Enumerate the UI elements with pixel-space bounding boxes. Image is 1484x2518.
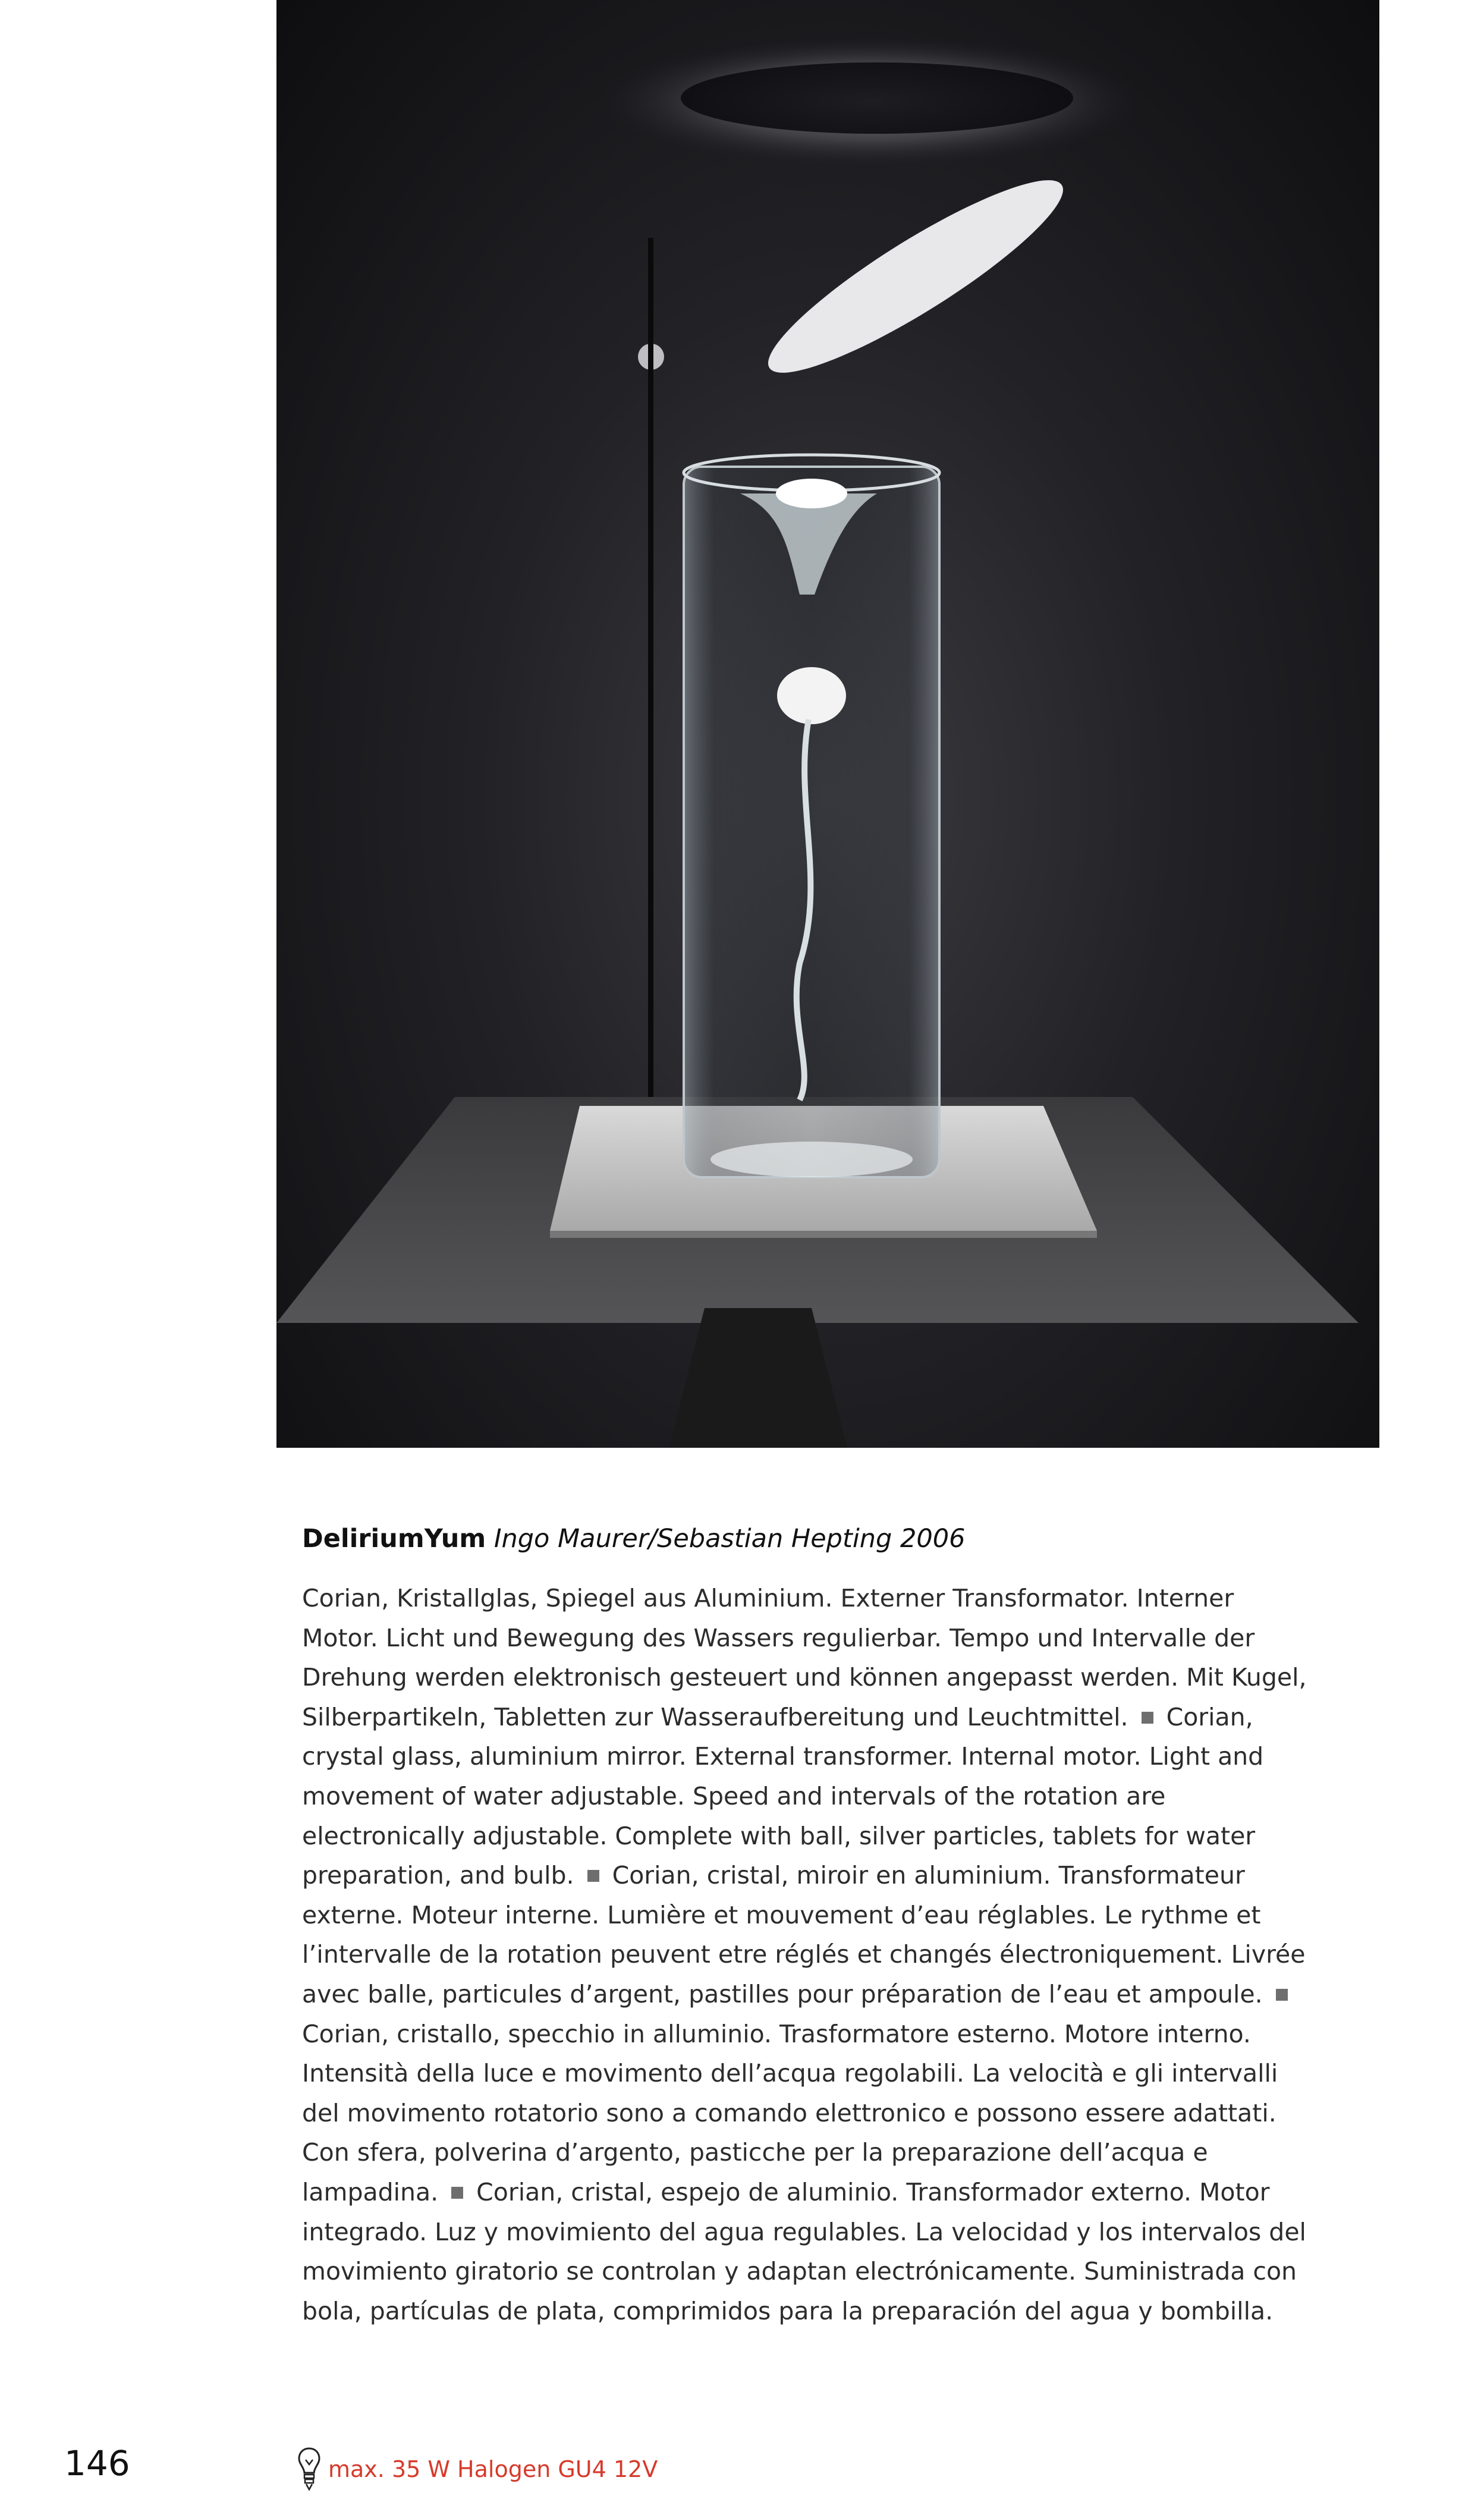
separator-square-icon	[1142, 1712, 1153, 1724]
description-de: Corian, Kristallglas, Spiegel aus Aluminium. Externer Transformator. Interner Motor. Licht und Bewegung des Wassers regulierbar. Tempo und Intervalle der Drehung werden elektronisch gesteuert und können angepasst werden. Mit Kugel, Silberpartikeln, Tabletten zur Wasseraufbereitung und Leuchtmittel.	[302, 1584, 1307, 1731]
description-it: Corian, cristallo, specchio in alluminio. Trasformatore esterno. Motore interno. Intensità della luce e movimento dell’acqua regolabili. La velocità e gli intervalli del movimento rotatorio sono a comando elettronico e possono essere adattati. Con sfera, polverina d’argento, pasticche per la preparazione dell’acqua e lampadina.	[302, 2019, 1278, 2206]
separator-square-icon	[1276, 1989, 1288, 2001]
product-description	[302, 1579, 1313, 2331]
separator-square-icon	[587, 1870, 599, 1882]
separator-square-icon	[451, 2187, 463, 2199]
product-caption	[302, 1519, 1313, 1558]
description-es: Corian, cristal, espejo de aluminio. Transformador externo. Motor integrado. Luz y movimiento del agua regulables. La velocidad y los intervalos del movimiento giratorio se controlan y adaptan electrónicamente. Suministrada con bola, partículas de plata, comprimidos para la preparación del agua y bombilla.	[302, 2177, 1306, 2325]
spec-text: max. 35 W Halogen GU4 12V	[328, 2456, 658, 2482]
designer-year: Ingo Maurer/Sebastian Hepting 2006	[493, 1524, 966, 1554]
page-number: 146	[64, 2443, 130, 2484]
lightbulb-icon	[297, 2447, 321, 2492]
description-fr: Corian, cristal, miroir en aluminium. Transformateur externe. Moteur interne. Lumière et mouvement d’eau réglables. Le rythme et l’intervalle de la rotation peuvent etre réglés et changés électroniquement. Livrée avec balle, particules d’argent, pastilles pour préparation de l’eau et ampoule.	[302, 1861, 1306, 2008]
product-photo-illustration	[276, 0, 1379, 1448]
description-en: Corian, crystal glass, aluminium mirror. External transformer. Internal motor. Light and movement of water adjustable. Speed and intervals of the rotation are electronically adjustable. Complete with ball, silver particles, tablets for water preparation, and bulb.	[302, 1702, 1264, 1890]
product-photo	[276, 0, 1379, 1448]
product-name: DeliriumYum	[302, 1524, 486, 1554]
lamp-spec	[297, 2447, 658, 2492]
